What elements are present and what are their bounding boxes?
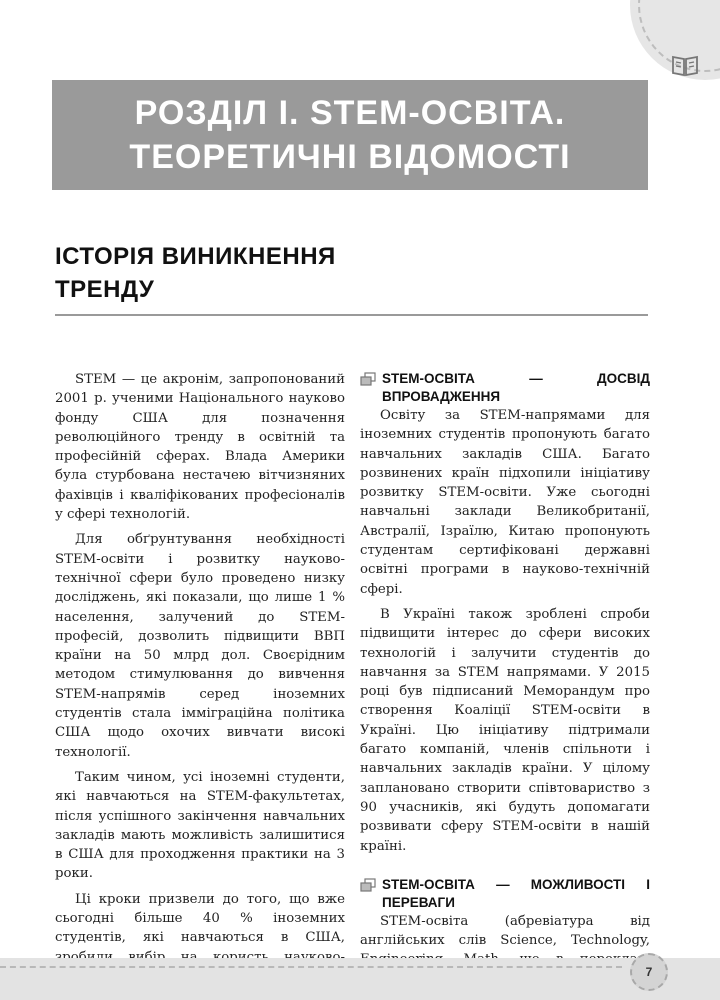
stacked-squares-icon <box>360 878 376 892</box>
section-title-line1: ІСТОРІЯ ВИНИКНЕННЯ <box>55 243 336 270</box>
subheading-text: STEM-ОСВІТА — ДОСВІД ВПРОВАДЖЕННЯ <box>382 371 650 404</box>
section-divider <box>55 314 648 316</box>
paragraph: STEM-освіта (абревіатура від англійських слів Science, Technology, <box>360 913 650 949</box>
paragraph: Освіту за STEM-напрямами для іноземних студентів пропонують багато навчальних закладів США. Багато розвинених країн підхопили ініціативу розвитку STEM-освіти. Уже сьогодні навчальні заклади Великобританії, Австралії, Ізраїлю, Китаю пропонують студентам сертифіковані державні освітні програми в науково-технічній сфері. <box>360 408 650 597</box>
paragraph: STEM — це акронім, запропонований 2001 р. ученими Національного науково фонду США для позначення революційного тренду в освітній та професійній сферах. Влада Америки була стурбована нестачею вітчизняних фахівців і кваліфікованих професіоналів у сфері технологій. <box>55 372 345 523</box>
subheading-experience <box>360 370 650 406</box>
section-title-line2: ТРЕНДУ <box>55 276 155 303</box>
left-column <box>55 370 345 986</box>
book-icon <box>670 50 700 80</box>
paragraph: Для обґрунтування необхідності STEM-освіти і розвитку науково-технічної сфери було проведено низку досліджень, які показали, що лише 1 % населення, залучений до STEM-професій, дозволить підвищити ВВП країни на 50 млрд дол. Своєрідним методом стимулювання до вивчення STEM-напрямів серед іноземних студентів стала імміграційна політика США щодо охочих вивчати високі технології. <box>55 532 345 760</box>
right-column <box>360 370 650 989</box>
section-title <box>55 240 615 306</box>
paragraph: Ці кроки призвели до того, що вже сьогодні більше 40 % іноземних студентів, які навчаються в США, <box>55 891 345 946</box>
footer-dashed-line <box>0 966 622 968</box>
page-number: 7 <box>630 953 668 991</box>
chapter-title-line2: ТЕОРЕТИЧНІ ВІДОМОСТІ <box>129 138 571 176</box>
paragraph: Таким чином, усі іноземні студенти, які навчаються на STEM-факультетах, після успішного закінчення навчальних закладів мають можливість залишитися в США для проходження практики на 3 роки. <box>55 769 345 882</box>
chapter-title-line1: РОЗДІЛ І. STEM-ОСВІТА. <box>134 94 566 132</box>
subheading-text: STEM-ОСВІТА — МОЖЛИВОСТІ І ПЕРЕВАГИ <box>382 876 650 910</box>
footer-bar <box>0 958 720 1000</box>
stacked-squares-icon <box>360 372 376 386</box>
paragraph: В Україні також зроблені спроби підвищити інтерес до сфери високих технологій і залучити студентів до навчання за STEM напрямами. У 2015 році був підписаний Меморандум про створення Коаліції STEM-освіти в Україні. Цю ініціативу підтримали багато компаній, членів спільноти і навчальних закладів країни. У цілому заплановано створити співтовариство з 90 учасників, які будуть допомагати розвивати сферу STEM-освіти в нашій країні. <box>360 606 650 854</box>
chapter-banner <box>52 80 648 190</box>
subheading-opportunities <box>360 876 650 912</box>
